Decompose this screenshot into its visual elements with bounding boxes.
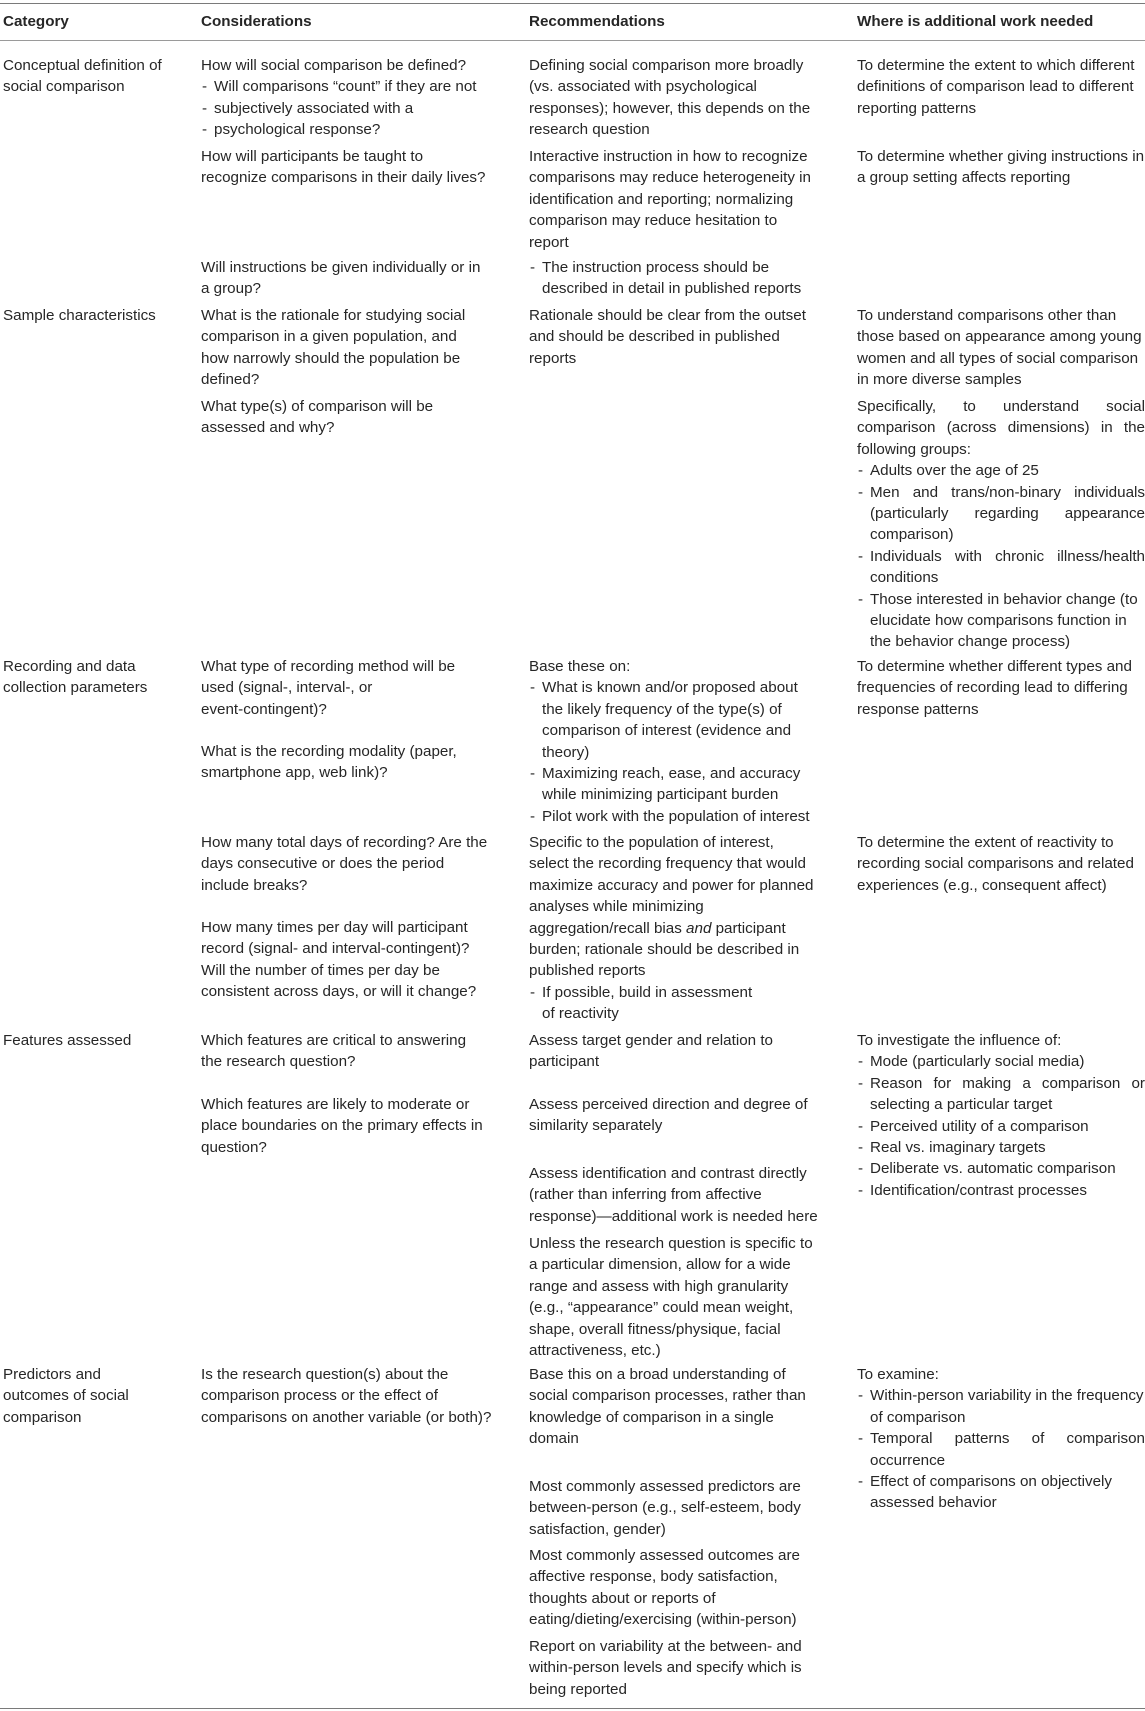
consideration-definition: How will social comparison be defined? - Will comparisons “count” if they are not - subjectively associated with a - psychological response? <box>201 55 491 141</box>
work-reactivity: To determine the extent of reactivity to recording social comparisons and related experiences (e.g., consequent affect) <box>857 834 1134 894</box>
recommendation-outcomes: Most commonly assessed outcomes are affective response, body satisfaction, thoughts about or reports of eating/dieting/exercising (within-person) <box>529 1547 800 1629</box>
bullet-continuation: - subjectively associated with a <box>201 98 491 119</box>
recommendation-instruction: Interactive instruction in how to recognize comparisons may reduce heterogeneity in identification and reporting; normalizing comparison may reduce hesitation to report <box>529 148 811 251</box>
list-item: - Temporal patterns of comparison <box>857 1428 1145 1449</box>
recommendation-rationale: Rationale should be clear from the outset and should be described in published reports <box>529 307 806 367</box>
header-rule <box>0 40 1145 41</box>
category-conceptual: Conceptual definition of social comparison <box>3 57 162 96</box>
list-item: - Adults over the age of 25 <box>857 460 1145 481</box>
consideration-teaching: How will participants be taught to recognize comparisons in their daily lives? <box>201 148 486 187</box>
work-group-setting: To determine whether giving instructions in a group setting affects reporting <box>857 148 1145 187</box>
consideration-comparison-type: What type(s) of comparison will be assessed and why? <box>201 398 434 437</box>
bullet-continuation: - psychological response? <box>201 119 491 140</box>
work-recording-types: To determine whether different types and frequencies of recording lead to differing response patterns <box>857 658 1132 718</box>
recommendation-broad-understanding: Base this on a broad understanding of social comparison processes, rather than knowledge of comparison in a single domain <box>529 1366 806 1448</box>
list-item: - Effect of comparisons on objectively <box>857 1471 1145 1492</box>
consideration-critical-features: Which features are critical to answering the research question? <box>201 1032 467 1071</box>
list-item: - What is known and/or proposed about <box>529 677 819 698</box>
work-influence: To investigate the influence of: - Mode (particularly social media) - Reason for making a comparison or selecting a particular target - Perceived utility of a comparison - Real vs. imaginary targets - Deliberate vs. automatic comparison - Identification/contrast processes <box>857 1030 1145 1201</box>
consideration-instructions: Will instructions be given individually or in a group? <box>201 259 481 298</box>
consideration-recording-method: What type of recording method will be used (signal-, interval-, or event-contingent)? <box>201 658 456 718</box>
list-item: - Individuals with chronic illness/health <box>857 546 1145 567</box>
recommendation-granularity: Unless the research question is specific to a particular dimension, allow for a wide range and assess with high granularity (e.g., “appearance” could mean weight, shape, overall fitness/physique, facial attractiveness, etc.) <box>529 1235 813 1360</box>
recommendation-identification-contrast: Assess identification and contrast directly (rather than inferring from affective response)—additional work is needed here <box>529 1165 818 1225</box>
work-specific-groups: Specifically, to understand social comparison (across dimensions) in the following groups: - Adults over the age of 25 - Men and trans/non-binary individuals (particularly regarding appearance comparison) - Individuals with chronic illness/health conditions - Those interested in behavior change (to elucidate how comparisons function in the behavior change process) <box>857 396 1145 653</box>
list-item: - Deliberate vs. automatic comparison <box>857 1158 1145 1179</box>
consideration-recording-days: How many total days of recording? Are the days consecutive or does the period include breaks? <box>201 834 488 894</box>
list-item: - Perceived utility of a comparison <box>857 1116 1145 1137</box>
table-top-rule <box>0 3 1145 4</box>
consideration-times-per-day: How many times per day will participant record (signal- and interval-contingent)? Will the number of times per day be consistent across days, or will it change? <box>201 919 477 1001</box>
header-considerations: Considerations <box>201 13 312 30</box>
work-definitions: To determine the extent to which different definitions of comparison lead to different reporting patterns <box>857 57 1135 117</box>
list-item: - If possible, build in assessment <box>529 982 819 1003</box>
list-item: - Within-person variability in the frequency <box>857 1385 1145 1406</box>
recommendation-direction-similarity: Assess perceived direction and degree of similarity separately <box>529 1096 808 1135</box>
recommendation-base-these: Base these on: - What is known and/or proposed about the likely frequency of the type(s) of comparison of interest (evidence and theory) - Maximizing reach, ease, and accuracy while minimizing participant burden - Pilot work with the population of interest <box>529 656 819 827</box>
list-item: - Real vs. imaginary targets <box>857 1137 1145 1158</box>
category-features: Features assessed <box>3 1032 132 1049</box>
header-additional-work: Where is additional work needed <box>857 13 1094 30</box>
consideration-moderating-features: Which features are likely to moderate or place boundaries on the primary effects in question? <box>201 1096 483 1156</box>
header-category: Category <box>3 13 69 30</box>
table-bottom-rule <box>0 1708 1145 1709</box>
category-recording: Recording and data collection parameters <box>3 658 148 697</box>
list-item: - Reason for making a comparison or <box>857 1073 1145 1094</box>
category-sample: Sample characteristics <box>3 307 156 324</box>
recommendation-recording-frequency: Specific to the population of interest, select the recording frequency that would maximize accuracy and power for planned analyses while minimizing aggregation/recall bias and participant burden; rationale should be described in published reports - If possible, build in assessment of reactivity <box>529 832 819 1025</box>
consideration-rationale: What is the rationale for studying social comparison in a given population, and how narrowly should the population be defined? <box>201 307 466 389</box>
work-diverse-samples: To understand comparisons other than those based on appearance among young women and all types of social comparison in more diverse samples <box>857 307 1142 389</box>
recommendation-target-gender: Assess target gender and relation to participant <box>529 1032 773 1071</box>
recommendation-predictors: Most commonly assessed predictors are between-person (e.g., self-esteem, body satisfaction, gender) <box>529 1478 801 1538</box>
consideration-recording-modality: What is the recording modality (paper, smartphone app, web link)? <box>201 743 457 782</box>
consideration-research-question: Is the research question(s) about the comparison process or the effect of comparisons on another variable (or both)? <box>201 1366 492 1426</box>
work-examine: To examine: - Within-person variability in the frequency of comparison - Temporal patterns of comparison occurrence - Effect of comparisons on objectively assessed behavior <box>857 1364 1145 1514</box>
recommendation-instruction-process: - The instruction process should be described in detail in published reports <box>529 257 819 300</box>
list-item: - Pilot work with the population of interest <box>529 806 819 827</box>
list-item: - Identification/contrast processes <box>857 1180 1145 1201</box>
header-recommendations: Recommendations <box>529 13 665 30</box>
list-item: - Men and trans/non-binary individuals <box>857 482 1145 503</box>
category-predictors: Predictors and outcomes of social comparison <box>3 1366 129 1426</box>
recommendation-definition: Defining social comparison more broadly (vs. associated with psychological responses); however, this depends on the research question <box>529 57 811 139</box>
list-item: - Maximizing reach, ease, and accuracy <box>529 763 819 784</box>
list-item: - Those interested in behavior change (to <box>857 589 1145 610</box>
list-item: - Mode (particularly social media) <box>857 1051 1145 1072</box>
recommendation-variability: Report on variability at the between- and within-person levels and specify which is being reported <box>529 1638 802 1698</box>
